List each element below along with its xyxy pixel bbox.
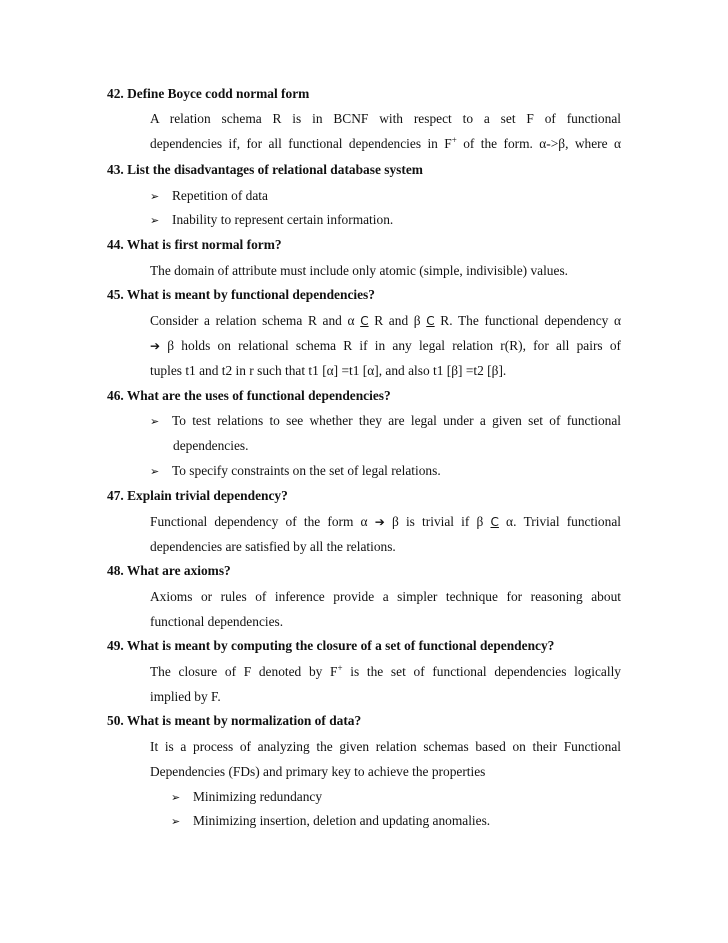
bullet-arrow-icon: ➢ — [150, 214, 160, 227]
answer-46-bullet-2: ➢ To specify constraints on the set of legal relations. — [150, 463, 441, 478]
answer-50-line-2: Dependencies (FDs) and primary key to achieve the properties — [150, 764, 486, 779]
answer-49-line-1: The closure of F denoted by F+ is the set of functional dependencies logically — [150, 663, 621, 679]
question-42-heading: 42. Define Boyce codd normal form — [107, 86, 310, 101]
question-50-heading: 50. What is meant by normalization of data? — [107, 713, 362, 728]
bullet-arrow-icon: ➢ — [171, 791, 181, 804]
answer-45-line-2: ➔ β holds on relational schema R if in any legal relation r(R), for all pairs of — [150, 338, 621, 353]
answer-47-line-1: Functional dependency of the form α ➔ β is trivial if β C α. Trivial functional — [150, 514, 621, 529]
answer-48-line-2: functional dependencies. — [150, 614, 284, 629]
bullet-arrow-icon: ➢ — [171, 815, 181, 828]
answer-50-line-1: It is a process of analyzing the given relation schemas based on their Functional — [150, 739, 621, 754]
answer-43-bullet-1: ➢ Repetition of data — [150, 188, 268, 203]
question-46-heading: 46. What are the uses of functional dependencies? — [107, 388, 391, 403]
subset-symbol: C — [426, 314, 435, 328]
subset-symbol: C — [490, 515, 499, 529]
question-43-heading: 43. List the disadvantages of relational database system — [107, 162, 423, 177]
bullet-arrow-icon: ➢ — [150, 190, 160, 203]
answer-50-bullet-1: ➢ Minimizing redundancy — [171, 789, 323, 804]
question-45-heading: 45. What is meant by functional dependencies? — [107, 287, 375, 302]
answer-49-line-2: implied by F. — [150, 689, 221, 704]
answer-46-bullet-1: ➢ To test relations to see whether they are legal under a given set of functional — [150, 413, 621, 428]
answer-48-line-1: Axioms or rules of inference provide a simpler technique for reasoning about — [150, 589, 621, 604]
arrow-icon: ➔ — [150, 339, 161, 353]
answer-45-line-3: tuples t1 and t2 in r such that t1 [α] =t1 [α], and also t1 [β] =t2 [β]. — [150, 363, 507, 378]
bullet-arrow-icon: ➢ — [150, 415, 160, 428]
answer-44-line-1: The domain of attribute must include only atomic (simple, indivisible) values. — [150, 263, 568, 278]
question-48-heading: 48. What are axioms? — [107, 563, 231, 578]
question-47-heading: 47. Explain trivial dependency? — [107, 488, 288, 503]
subset-symbol: C — [360, 314, 369, 328]
answer-46-bullet-1-cont: dependencies. — [173, 438, 249, 453]
question-49-heading: 49. What is meant by computing the closure of a set of functional dependency? — [107, 638, 555, 653]
answer-50-bullet-2: ➢ Minimizing insertion, deletion and updating anomalies. — [171, 813, 491, 828]
question-44-heading: 44. What is first normal form? — [107, 237, 282, 252]
answer-47-line-2: dependencies are satisfied by all the relations. — [150, 539, 396, 554]
answer-43-bullet-2: ➢ Inability to represent certain information. — [150, 212, 394, 227]
answer-42-line-1: A relation schema R is in BCNF with respect to a set F of functional — [150, 111, 621, 126]
answer-45-line-1: Consider a relation schema R and α C R and β C R. The functional dependency α — [150, 313, 622, 328]
bullet-arrow-icon: ➢ — [150, 465, 160, 478]
arrow-icon: ➔ — [374, 515, 385, 529]
answer-42-line-2: dependencies if, for all functional dependencies in F+ of the form. α->β, where α — [150, 135, 621, 151]
